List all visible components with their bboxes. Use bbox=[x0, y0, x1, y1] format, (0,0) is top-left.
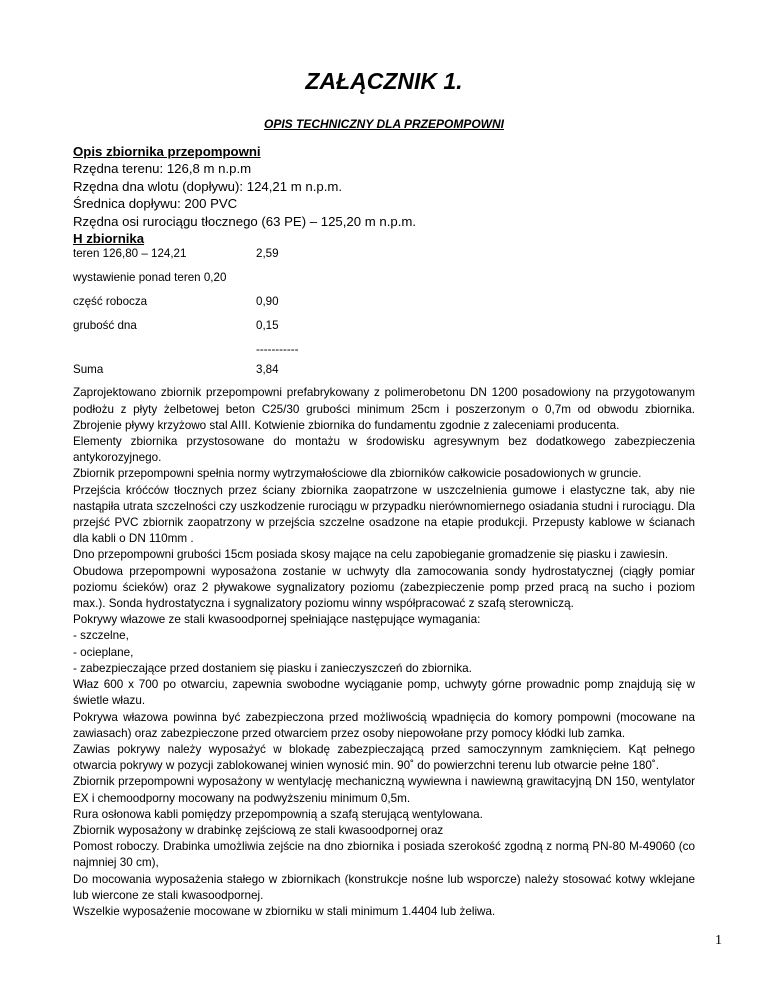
h-row-label: grubość dna bbox=[73, 319, 137, 333]
paragraph: Właz 600 x 700 po otwarciu, zapewnia swobodne wyciąganie pomp, uchwyty górne prowadnic pomp znajdują się w świetle włazu. bbox=[73, 678, 695, 708]
paragraph: Przejścia króćców tłocznych przez ściany zbiornika zaopatrzone w uszczelnienia gumowe i elastyczne tak, aby nie nastąpiła utrata szczelności czy uszkodzenie rurociągu w przypadku nierównomiernego osiadania studni i rurociągu. Dla przejść PVC zbiornik zaopatrzony w przejścia szczelne osadzone na etapie produkcji. Przepusty kablowe w ścianach dla kabli o DN 110mm . bbox=[73, 483, 695, 546]
h-sum-row bbox=[73, 363, 695, 385]
h-heading: H zbiornika bbox=[73, 231, 145, 247]
paragraph: Zbiornik przepompowni spełnia normy wytrzymałościowe dla zbiorników całkowicie posadowionych w gruncie. bbox=[73, 467, 642, 481]
h-row bbox=[73, 295, 695, 319]
paragraph: Elementy zbiornika przystosowane do montażu w środowisku agresywnym bez dodatkowego zabezpieczenia antykorozyjnego. bbox=[73, 435, 695, 465]
section-heading: Opis zbiornika przepompowni bbox=[73, 144, 261, 159]
page-number: 1 bbox=[715, 933, 722, 948]
list-item: - ocieplane, bbox=[73, 645, 134, 659]
description-text bbox=[73, 385, 695, 920]
sum-value: 3,84 bbox=[256, 363, 279, 377]
paragraph: Rura osłonowa kabli pomiędzy przepompownią a szafą sterującą wentylowana. bbox=[73, 807, 483, 821]
paragraph: Pokrywa włazowa powinna być zabezpieczona przed możliwością wpadnięcia do komory pompowni (mocowane na zawiasach) oraz zabezpieczone przed otwarciem przez osoby niepowołane przy pomocy kłódki lub zamka. bbox=[73, 710, 695, 740]
h-dash-row bbox=[73, 343, 695, 357]
h-row bbox=[73, 271, 695, 295]
spec-line: Rzędna dna wlotu (dopływu): 124,21 m n.p.m. bbox=[73, 178, 343, 194]
document-body bbox=[73, 143, 695, 920]
paragraph: Zawias pokrywy należy wyposażyć w blokadę zabezpieczającą przed samoczynnym zamknięciem. Kąt pełnego otwarcia pokrywy w pozycji zablokowanej winien wynosić min. 90˚ do powierzchni terenu lub otwarcie pełne 180˚. bbox=[73, 742, 695, 773]
spec-line: Rzędna terenu: 126,8 m n.p.m bbox=[73, 161, 252, 177]
list-item: - szczelne, bbox=[73, 629, 129, 643]
paragraph: Zbiornik przepompowni wyposażony w wentylację mechaniczną wywiewna i nawiewną grawitacyjną DN 150, wentylator EX i chemoodporny mocowany na podwyższeniu minimum 0,5m. bbox=[73, 775, 695, 805]
paragraph: Zbiornik wyposażony w drabinkę zejściową ze stali kwasoodpornej oraz bbox=[73, 823, 444, 837]
sum-label: Suma bbox=[73, 363, 104, 377]
dash-separator: ----------- bbox=[256, 343, 299, 357]
paragraph: Wszelkie wyposażenie mocowane w zbiorniku w stali minimum 1.4404 lub żeliwa. bbox=[73, 904, 496, 918]
paragraph: Dno przepompowni grubości 15cm posiada skosy mające na celu zapobieganie gromadzenie się piasku i zawiesin. bbox=[73, 548, 669, 562]
spec-line: Rzędna osi rurociągu tłocznego (63 PE) – 125,20 m n.p.m. bbox=[73, 213, 417, 229]
h-row-label: część robocza bbox=[73, 295, 148, 309]
page-title: ZAŁĄCZNIK 1. bbox=[305, 68, 463, 94]
h-row-label: wystawienie ponad teren 0,20 bbox=[73, 271, 227, 285]
h-row-value: 0,90 bbox=[256, 295, 279, 309]
h-row-value: 0,15 bbox=[256, 319, 279, 333]
h-row-value: 2,59 bbox=[256, 247, 279, 261]
paragraph: Do mocowania wyposażenia stałego w zbiornikach (konstrukcje nośne lub wsporcze) należy stosować kotwy wklejane lub wiercone ze stali kwasoodpornej. bbox=[73, 872, 695, 902]
h-table bbox=[73, 247, 695, 385]
h-row bbox=[73, 319, 695, 343]
h-row-label: teren 126,80 – 124,21 bbox=[73, 247, 187, 261]
paragraph: Obudowa przepompowni wyposażona zostanie w uchwyty dla zamocowania sondy hydrostatycznej (ciągły pomiar poziomu ścieków) oraz 2 pływakowe sygnalizatory poziomu (zabezpieczenie pomp przed pracą na sucho i poziom max.). Sonda hydrostatyczna i sygnalizatory poziomu winny współpracować z szafą sterowniczą. bbox=[73, 564, 695, 611]
list-item: - zabezpieczające przed dostaniem się piasku i zanieczyszczeń do zbiornika. bbox=[73, 661, 472, 675]
spec-line: Średnica dopływu: 200 PVC bbox=[73, 196, 238, 212]
document-subtitle: OPIS TECHNICZNY DLA PRZEPOMPOWNI bbox=[263, 117, 504, 131]
specs-block bbox=[73, 143, 695, 247]
paragraph: Pokrywy włazowe ze stali kwasoodpornej spełniające następujące wymagania: bbox=[73, 613, 481, 627]
paragraph: Pomost roboczy. Drabinka umożliwia zejście na dno zbiornika i posiada szerokość zgodną z normą PN-80 M-49060 (co najmniej 30 cm), bbox=[73, 840, 695, 870]
paragraph: Zaprojektowano zbiornik przepompowni prefabrykowany z polimerobetonu DN 1200 posadowiony na przygotowanym podłożu z płyty żelbetowej beton C25/30 grubości minimum 25cm i poszerzonym o 0,7m od obwodu zbiornika. Zbrojenie pływy krzyżowo stal AIII. Kotwienie zbiornika do fundamentu zgodnie z zaleceniami producenta. bbox=[73, 386, 695, 432]
h-row bbox=[73, 247, 695, 271]
